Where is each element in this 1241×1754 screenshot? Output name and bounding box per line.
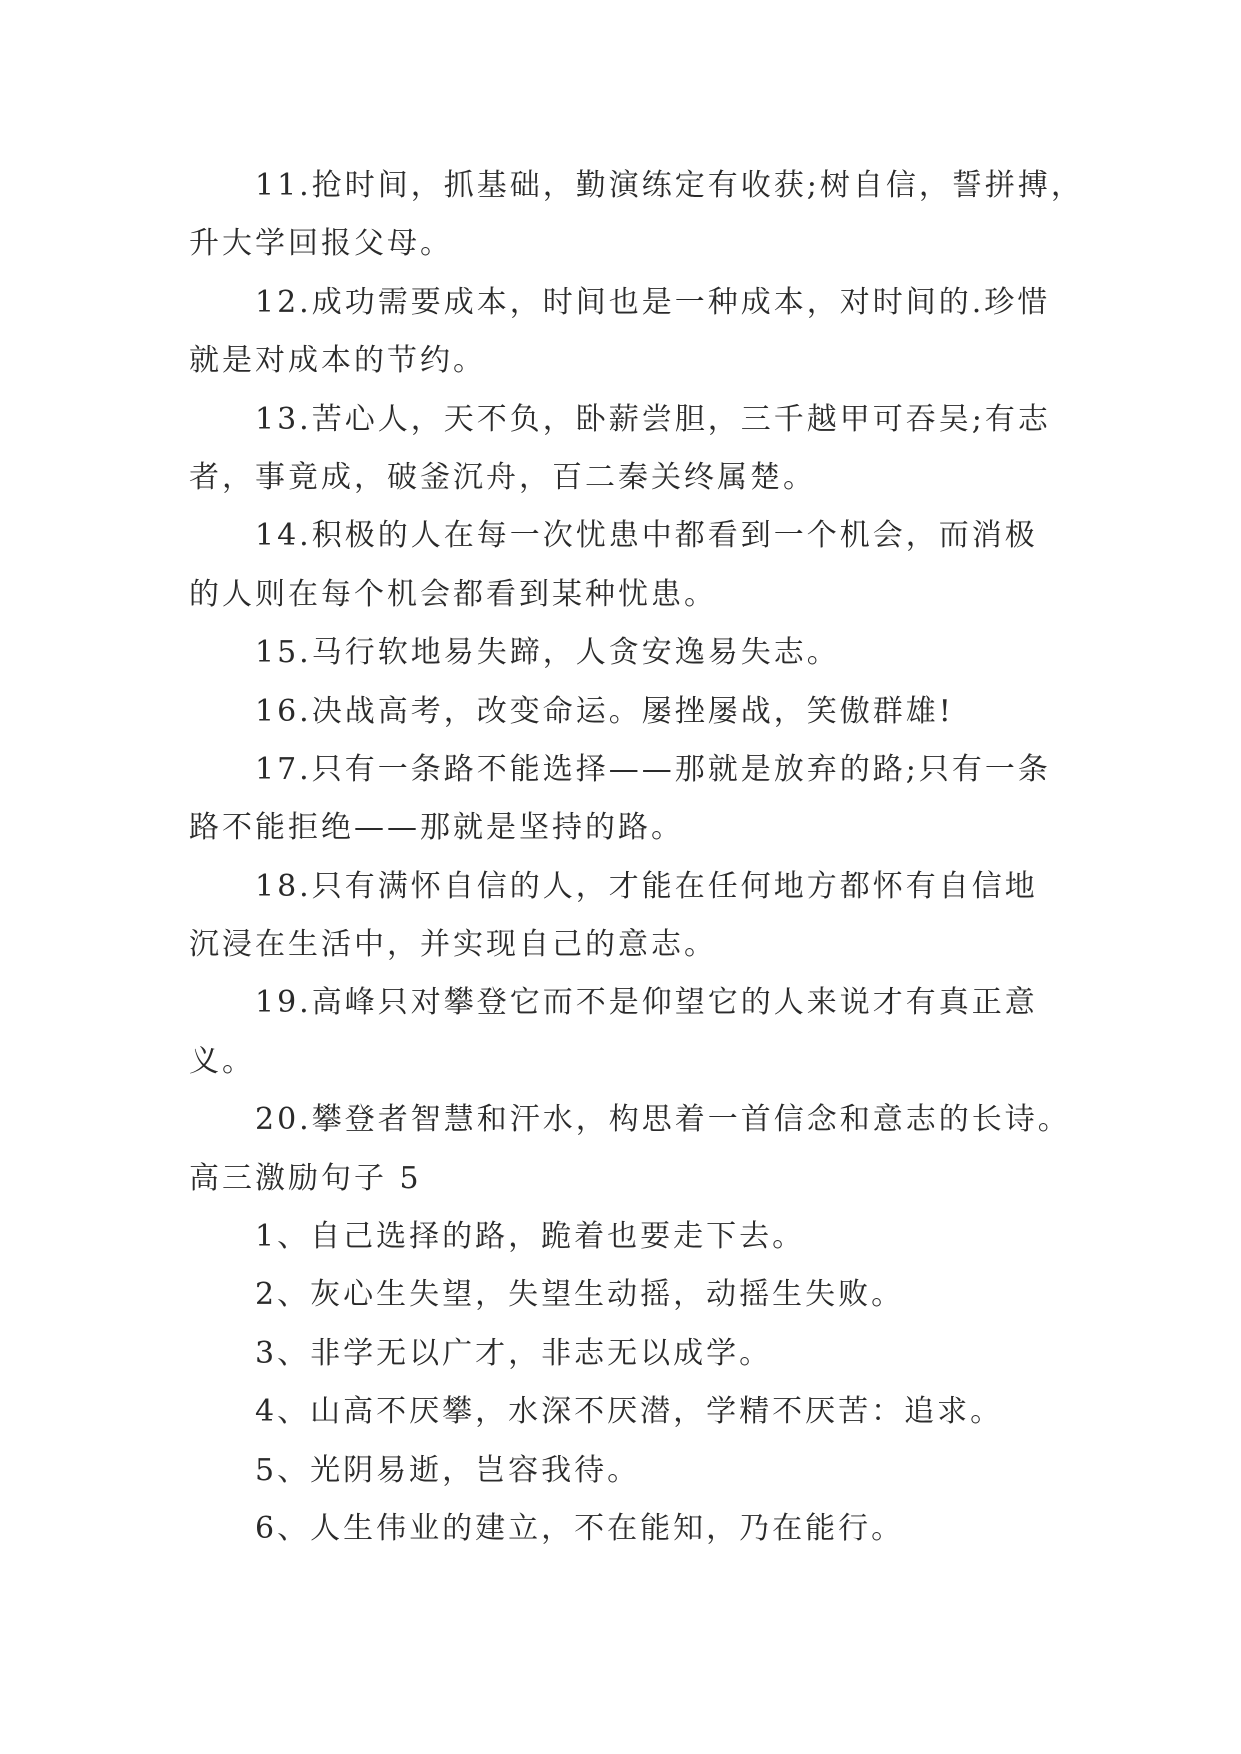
quote-14-line-1: 14.积极的人在每一次忧患中都看到一个机会，而消极: [255, 518, 1038, 554]
quote-11-line-1: 11.抢时间，抓基础，勤演练定有收获;树自信，誓拼搏，: [255, 168, 1084, 203]
quote-20: 20.攀登者智慧和汗水，构思着一首信念和意志的长诗。: [255, 1102, 1071, 1138]
quote-19-line-1: 19.高峰只对攀登它而不是仰望它的人来说才有真正意: [255, 985, 1038, 1021]
quote-18-line-2: 沉浸在生活中，并实现自己的意志。: [189, 927, 717, 963]
quote-12-line-1: 12.成功需要成本，时间也是一种成本，对时间的.珍惜: [255, 284, 1051, 320]
quote-14-line-2: 的人则在每个机会都看到某种忧患。: [189, 576, 717, 612]
quote-13-line-2: 者，事竟成，破釜沉舟，百二秦关终属楚。: [189, 459, 816, 495]
quote-16: 16.决战高考，改变命运。屡挫屡战，笑傲群雄!: [255, 693, 954, 729]
list-item-6: 6、人生伟业的建立，不在能知，乃在能行。: [255, 1510, 905, 1546]
list-item-2: 2、灰心生失望，失望生动摇，动摇生失败。: [255, 1277, 905, 1313]
list-item-4: 4、山高不厌攀，水深不厌潜，学精不厌苦：追求。: [255, 1394, 1004, 1430]
list-item-1: 1、自己选择的路，跪着也要走下去。: [255, 1219, 806, 1255]
quote-18-line-1: 18.只有满怀自信的人，才能在任何地方都怀有自信地: [255, 868, 1038, 904]
list-item-5: 5、光阴易逝，岂容我待。: [255, 1452, 641, 1488]
quote-17-line-1: 17.只有一条路不能选择——那就是放弃的路;只有一条: [255, 751, 1051, 787]
document-body: [189, 157, 1084, 1558]
list-item-3: 3、非学无以广才，非志无以成学。: [255, 1335, 773, 1371]
quote-15: 15.马行软地易失蹄，人贪安逸易失志。: [255, 635, 840, 671]
quote-11-line-2: 升大学回报父母。: [189, 226, 453, 262]
quote-13-line-1: 13.苦心人，天不负，卧薪尝胆，三千越甲可吞吴;有志: [255, 401, 1051, 437]
quote-19-line-2: 义。: [189, 1043, 255, 1079]
quote-17-line-2: 路不能拒绝——那就是坚持的路。: [189, 810, 684, 846]
quote-12-line-2: 就是对成本的节约。: [189, 343, 486, 379]
section-heading: 高三激励句子 5: [189, 1160, 422, 1196]
